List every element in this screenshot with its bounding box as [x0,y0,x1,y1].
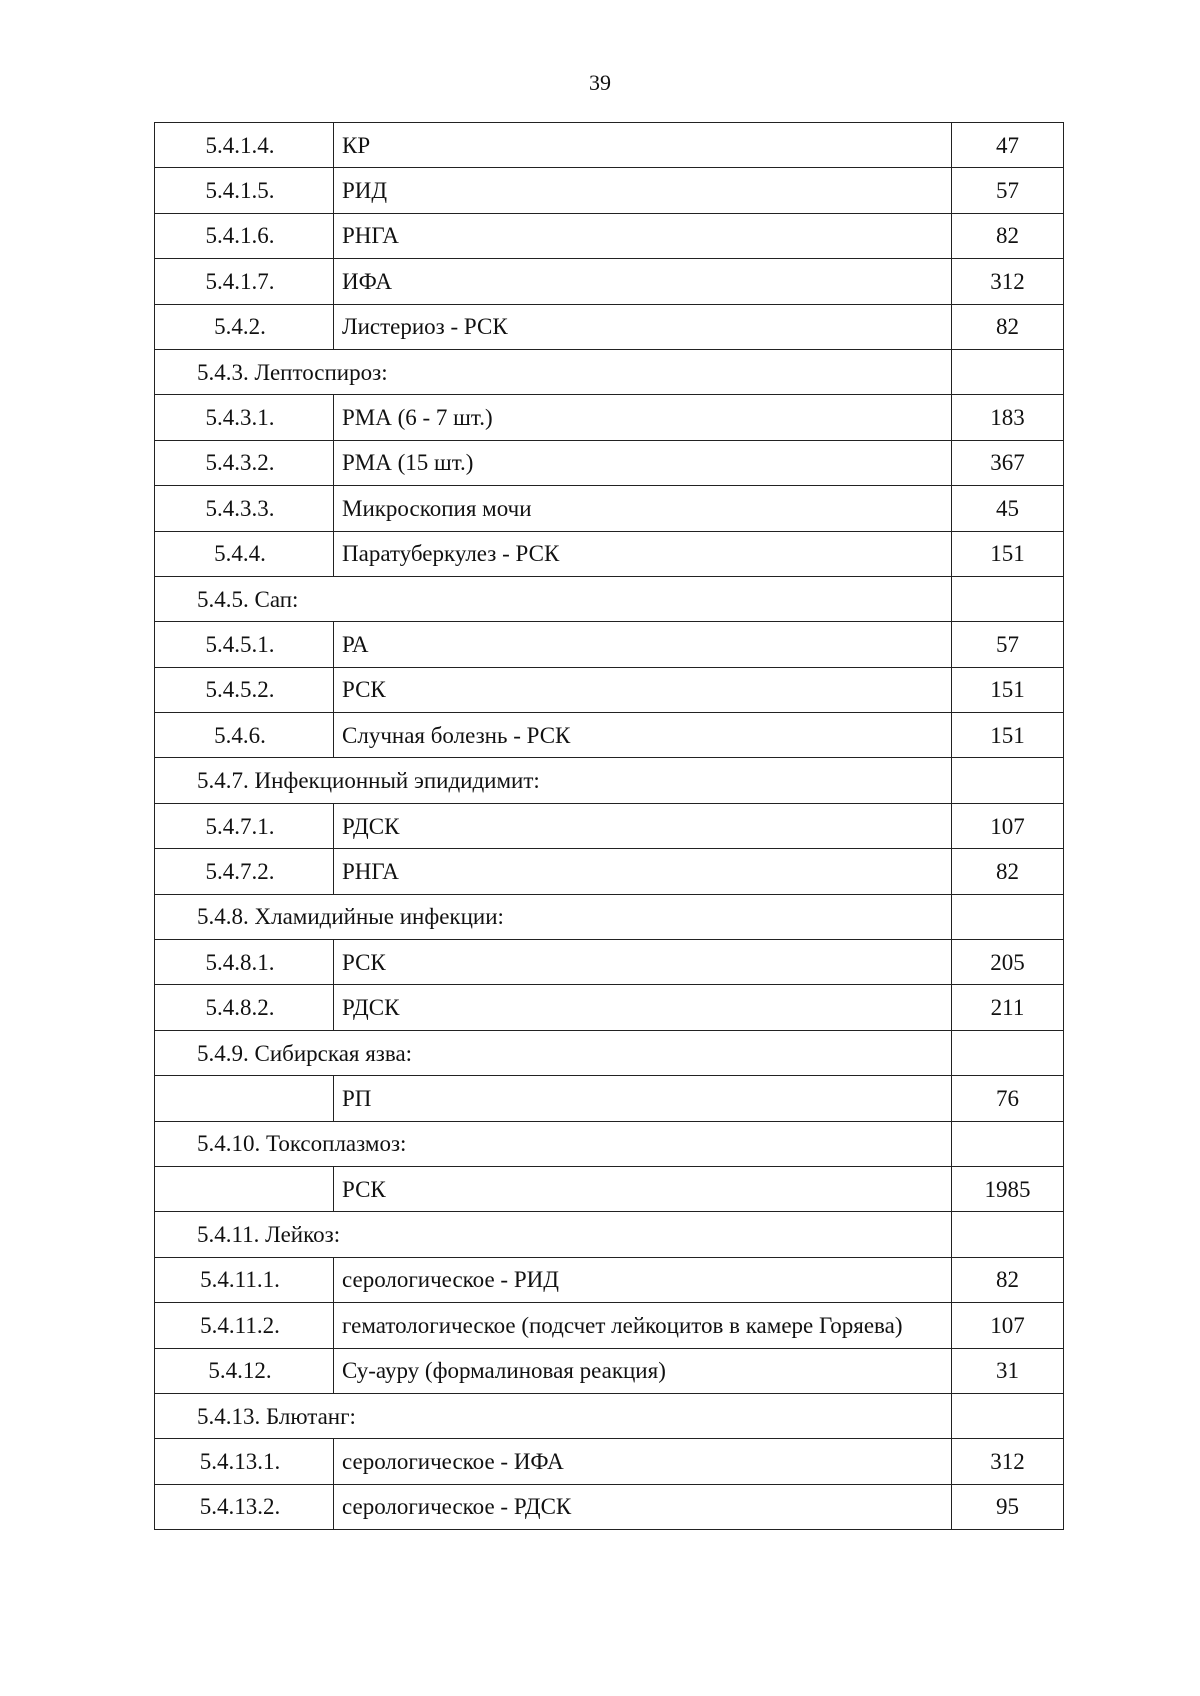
item-code: 5.4.8.2. [155,985,334,1030]
item-price: 31 [952,1348,1064,1393]
table-row [155,1303,1064,1348]
item-code: 5.4.13.2. [155,1484,334,1529]
item-code: 5.4.7.1. [155,803,334,848]
item-name: РМА (15 шт.) [334,440,952,485]
item-name: РМА (6 - 7 шт.) [334,395,952,440]
item-name: Листериоз - РСК [334,304,952,349]
section-header-row [155,758,1064,803]
section-title: 5.4.11. Лейкоз: [155,1212,952,1257]
item-name: Микроскопия мочи [334,486,952,531]
section-title: 5.4.7. Инфекционный эпидидимит: [155,758,952,803]
table-row [155,1076,1064,1121]
section-header-row [155,1121,1064,1166]
table-row [155,940,1064,985]
item-price: 76 [952,1076,1064,1121]
item-price: 82 [952,304,1064,349]
item-price: 47 [952,123,1064,168]
item-name: РНГА [334,849,952,894]
section-header-row [155,1393,1064,1438]
item-code: 5.4.3.2. [155,440,334,485]
section-title: 5.4.5. Сап: [155,576,952,621]
table-row [155,622,1064,667]
item-code [155,1076,334,1121]
table-row [155,1166,1064,1211]
table-row [155,985,1064,1030]
item-price: 211 [952,985,1064,1030]
item-name: серологическое - РДСК [334,1484,952,1529]
item-name: РДСК [334,985,952,1030]
item-price: 151 [952,667,1064,712]
item-code: 5.4.5.1. [155,622,334,667]
price-cell-empty [952,1212,1064,1257]
table-row [155,1348,1064,1393]
table-row [155,1484,1064,1529]
section-header-row [155,349,1064,394]
item-name: Су-ауру (формалиновая реакция) [334,1348,952,1393]
item-price: 312 [952,259,1064,304]
item-name: РП [334,1076,952,1121]
item-name: РДСК [334,803,952,848]
table-row [155,803,1064,848]
item-price: 205 [952,940,1064,985]
price-cell-empty [952,1121,1064,1166]
item-code: 5.4.1.6. [155,213,334,258]
item-code: 5.4.3.1. [155,395,334,440]
item-code: 5.4.1.4. [155,123,334,168]
item-code: 5.4.7.2. [155,849,334,894]
item-price: 1985 [952,1166,1064,1211]
section-title: 5.4.3. Лептоспироз: [155,349,952,394]
item-code: 5.4.13.1. [155,1439,334,1484]
item-code: 5.4.6. [155,713,334,758]
price-cell-empty [952,1393,1064,1438]
item-price: 183 [952,395,1064,440]
page-number: 39 [589,70,611,95]
section-header-row [155,1030,1064,1075]
item-price: 312 [952,1439,1064,1484]
item-code [155,1166,334,1211]
item-code: 5.4.3.3. [155,486,334,531]
item-price: 82 [952,1257,1064,1302]
item-price: 45 [952,486,1064,531]
item-name: Паратуберкулез - РСК [334,531,952,576]
item-code: 5.4.4. [155,531,334,576]
table-row [155,486,1064,531]
item-name: РСК [334,667,952,712]
item-name: РА [334,622,952,667]
item-code: 5.4.11.1. [155,1257,334,1302]
item-name: РСК [334,1166,952,1211]
item-code: 5.4.1.5. [155,168,334,213]
table-row [155,123,1064,168]
item-name: РСК [334,940,952,985]
table-row [155,1439,1064,1484]
item-name: КР [334,123,952,168]
item-price: 151 [952,713,1064,758]
item-code: 5.4.2. [155,304,334,349]
item-price: 82 [952,849,1064,894]
table-row [155,1257,1064,1302]
section-title: 5.4.8. Хламидийные инфекции: [155,894,952,939]
section-title: 5.4.13. Блютанг: [155,1393,952,1438]
item-code: 5.4.12. [155,1348,334,1393]
table-row [155,395,1064,440]
table-row [155,531,1064,576]
item-price: 107 [952,803,1064,848]
price-cell-empty [952,894,1064,939]
price-cell-empty [952,349,1064,394]
item-price: 367 [952,440,1064,485]
table-row [155,259,1064,304]
item-price: 95 [952,1484,1064,1529]
item-price: 57 [952,168,1064,213]
item-name: серологическое - ИФА [334,1439,952,1484]
price-table [154,122,1064,1530]
item-name: серологическое - РИД [334,1257,952,1302]
item-code: 5.4.11.2. [155,1303,334,1348]
item-name: гематологическое (подсчет лейкоцитов в камере Горяева) [334,1303,952,1348]
table-row [155,849,1064,894]
section-title: 5.4.10. Токсоплазмоз: [155,1121,952,1166]
section-title: 5.4.9. Сибирская язва: [155,1030,952,1075]
item-code: 5.4.1.7. [155,259,334,304]
table-row [155,440,1064,485]
price-table-body [155,123,1064,1530]
section-header-row [155,1212,1064,1257]
table-row [155,213,1064,258]
item-price: 82 [952,213,1064,258]
item-code: 5.4.5.2. [155,667,334,712]
table-row [155,713,1064,758]
item-name: ИФА [334,259,952,304]
section-header-row [155,576,1064,621]
item-price: 107 [952,1303,1064,1348]
item-name: РНГА [334,213,952,258]
table-row [155,304,1064,349]
section-header-row [155,894,1064,939]
item-name: РИД [334,168,952,213]
item-price: 151 [952,531,1064,576]
item-price: 57 [952,622,1064,667]
item-name: Случная болезнь - РСК [334,713,952,758]
table-row [155,667,1064,712]
table-row [155,168,1064,213]
price-cell-empty [952,576,1064,621]
price-cell-empty [952,1030,1064,1075]
item-code: 5.4.8.1. [155,940,334,985]
price-cell-empty [952,758,1064,803]
